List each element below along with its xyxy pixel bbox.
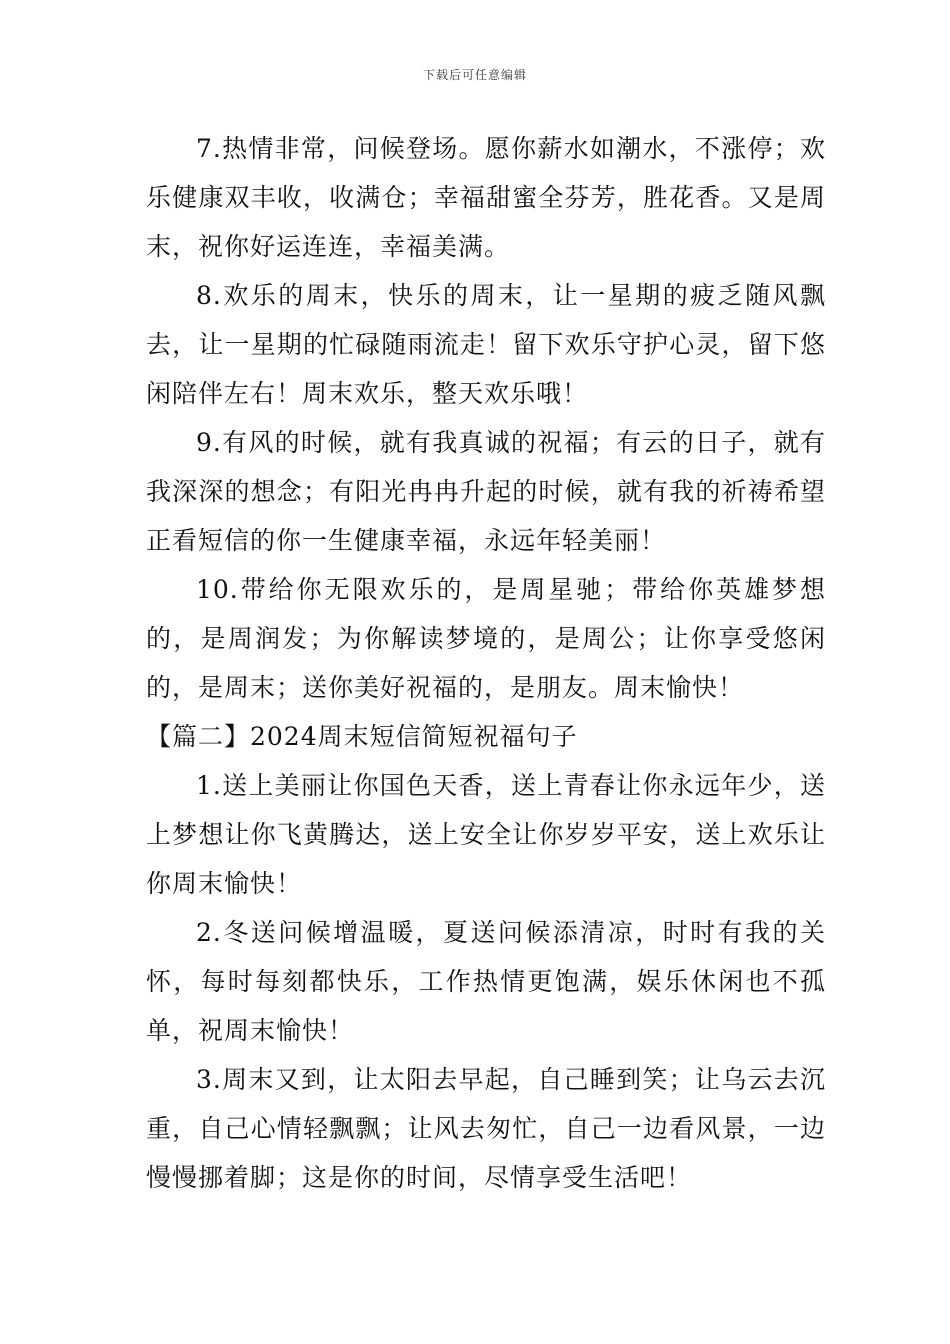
paragraph-10: 10.带给你无限欢乐的，是周星驰；带给你英雄梦想的，是周润发；为你解读梦境的，是周公；让你享受悠闲的，是周末；送你美好祝福的，是朋友。周末愉快！ xyxy=(146,575,826,702)
document-body xyxy=(146,124,826,1202)
paragraph-7: 7.热情非常，问候登场。愿你薪水如潮水，不涨停；欢乐健康双丰收，收满仓；幸福甜蜜全芬芳，胜花香。又是周末，祝你好运连连，幸福美满。 xyxy=(146,134,826,261)
paragraph-part2-1: 1.送上美丽让你国色天香，送上青春让你永远年少，送上梦想让你飞黄腾达，送上安全让你岁岁平安，送上欢乐让你周末愉快！ xyxy=(146,771,826,898)
section-title: 【篇二】2024周末短信简短祝福句子 xyxy=(146,722,578,751)
paragraph-9: 9.有风的时候，就有我真诚的祝福；有云的日子，就有我深深的想念；有阳光冉冉升起的时候，就有我的祈祷希望正看短信的你一生健康幸福，永远年轻美丽！ xyxy=(146,428,826,555)
paragraph-part2-2: 2.冬送问候增温暖，夏送问候添清凉，时时有我的关怀，每时每刻都快乐，工作热情更饱满，娱乐休闲也不孤单，祝周末愉快！ xyxy=(146,918,826,1045)
page-header-note: 下载后可任意编辑 xyxy=(422,68,527,82)
paragraph-8: 8.欢乐的周末，快乐的周末，让一星期的疲乏随风飘去，让一星期的忙碌随雨流走！留下欢乐守护心灵，留下悠闲陪伴左右！周末欢乐，整天欢乐哦！ xyxy=(146,281,826,408)
paragraph-part2-3: 3.周末又到，让太阳去早起，自己睡到笑；让乌云去沉重，自己心情轻飘飘；让风去匆忙，自己一边看风景，一边慢慢挪着脚；这是你的时间，尽情享受生活吧！ xyxy=(146,1065,826,1192)
